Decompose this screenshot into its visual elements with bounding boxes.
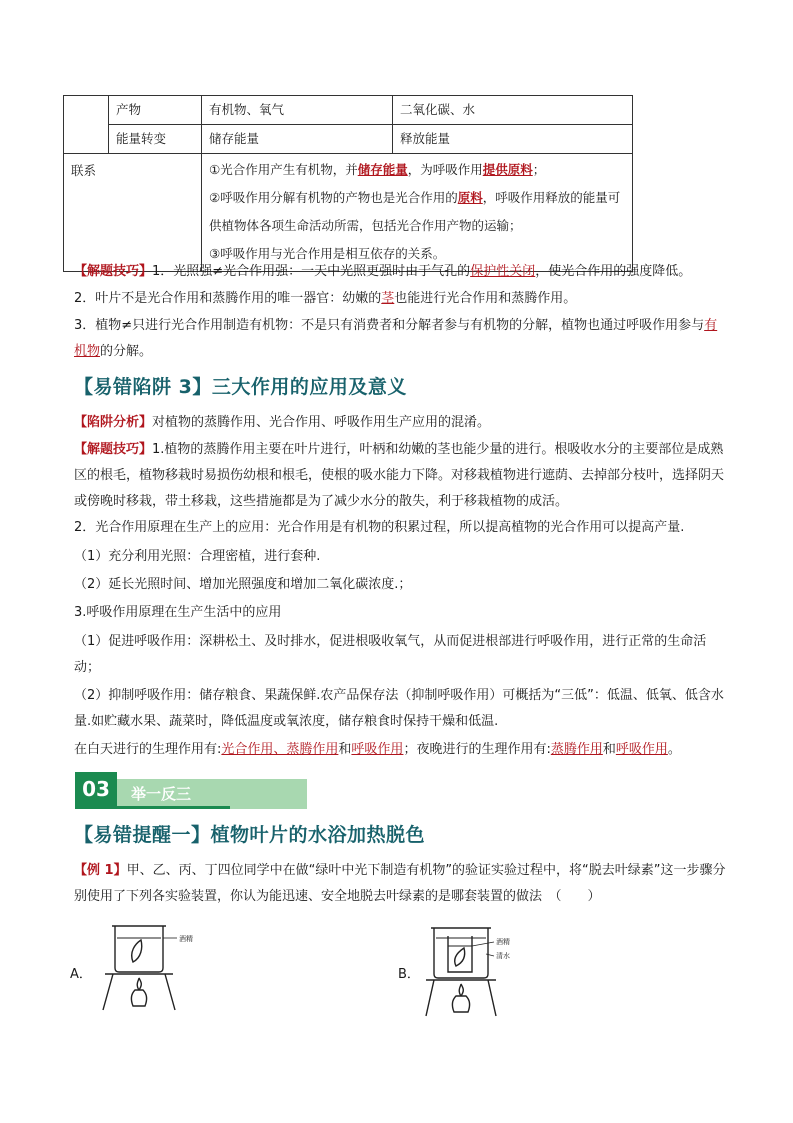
apparatus-a-illustration: [95, 918, 205, 1018]
trap3-p7: （2）抑制呼吸作用：储存粮食、果蔬保鲜.农产品保存法（抑制呼吸作用）可概括为“三低”：低温、低氧、低含水量.如贮藏水果、蔬菜时，降低温度或氧浓度，储存粮食时保持干燥和低温.: [74, 688, 724, 729]
tips1-t1b: 保护性关闭: [470, 264, 536, 279]
example-text: 甲、乙、丙、丁四位同学中在做“绿叶中光下制造有机物”的验证实验过程中，将“脱去叶绿素”这一步骤分别使用了下列各实验装置，你认为能迅速、安全地脱去叶绿素的是哪套装置的做法: [74, 863, 726, 904]
link-line3: ③呼吸作用与光合作用是相互依存的关系。: [209, 246, 446, 261]
trap3-p4: （2）延长光照时间、增加光照强度和增加二氧化碳浓度.；: [74, 577, 412, 592]
apparatus-a-label: 酒精: [179, 935, 193, 943]
trap3-p5: 3.呼吸作用原理在生产生活中的应用: [74, 605, 282, 620]
tips1-line3: [74, 313, 726, 365]
trap3-analysis: [74, 410, 726, 436]
link-line1b: 储存能量: [357, 162, 408, 177]
resp-energy: 释放能量: [393, 125, 633, 154]
tips1-t2c: 也能进行光合作用和蒸腾作用。: [394, 291, 577, 306]
p8a: 在白天进行的生理作用有:: [74, 742, 222, 757]
link-line1e: ；: [532, 162, 546, 177]
trap3-p2: 2．光合作用原理在生产上的应用：光合作用是有机物的积累过程，所以提高植物的光合作用可以提高产量.: [74, 520, 685, 535]
p8c: 和: [338, 742, 352, 757]
analysis-tag: 【陷阱分析】: [74, 415, 153, 430]
answer-paren: （ ）: [555, 889, 601, 904]
apparatus-b-label2: 清水: [496, 952, 510, 960]
tips1-t2b: 茎: [381, 291, 395, 306]
p8i: 。: [667, 742, 681, 757]
trap3-p6: （1）促进呼吸作用：深耕松土、及时排水，促进根吸收氧气，从而促进根部进行呼吸作用，进行正常的生命活动；: [74, 634, 707, 675]
option-a-label: A．: [70, 967, 92, 982]
tips1-t1c: ，使光合作用的强度降低。: [535, 264, 692, 279]
p8b: 光合作用、蒸腾作用: [221, 742, 339, 757]
link-line1a: ①光合作用产生有机物，并: [209, 162, 358, 177]
section-number: 03: [75, 772, 117, 806]
table-blank-cell: [64, 96, 109, 154]
trap3-p8: [74, 737, 726, 763]
trap3-heading: 【易错陷阱 3】三大作用的应用及意义: [74, 376, 407, 398]
tips1-t2a: 2．叶片不是光合作用和蒸腾作用的唯一器官：幼嫩的: [74, 291, 382, 306]
row-label-product: 产物: [109, 96, 202, 125]
section-badge: [75, 772, 230, 810]
section-underline: [75, 806, 230, 809]
link-line2c: ，呼吸作用释放的能量可供植物体各项生命活动所需，包括光合作用产物的运输；: [209, 190, 621, 233]
row-label-energy: 能量转变: [109, 125, 202, 154]
tips1-t3b: 有机物: [74, 318, 718, 359]
row-label-link: 联系: [64, 154, 202, 272]
reminder-heading: 【易错提醒一】植物叶片的水浴加热脱色: [74, 824, 426, 846]
tips1-line1: [74, 259, 726, 285]
link-line1c: ，为呼吸作用: [407, 162, 483, 177]
example-tag: 【例 1】: [74, 863, 127, 878]
tips1-tag: 【解题技巧】: [74, 264, 153, 279]
link-text-cell: [202, 154, 633, 272]
trap3-p1-text: 1.植物的蒸腾作用主要在叶片进行，叶柄和幼嫩的茎也能少量的进行。根吸收水分的主要部位是成熟区的根毛，植物移栽时易损伤幼根和根毛，使根的吸水能力下降。对移栽植物进行遮荫、去掉部分枝叶，选择阴天或傍晚时移栽，带土移栽，这些措施都是为了减少水分的散失，利于移栽植物的成活。: [74, 442, 725, 509]
tips2-tag: 【解题技巧】: [74, 442, 153, 457]
p8f: 蒸腾作用: [550, 742, 603, 757]
trap3-p3: （1）充分利用光照：合理密植，进行套种.: [74, 549, 321, 564]
photo-energy: 储存能量: [202, 125, 393, 154]
tips1-t1a: 1．光照强≠光合作用强：一天中光照更强时由于气孔的: [152, 264, 471, 279]
apparatus-b-illustration: [420, 922, 540, 1022]
trap3-p1: [74, 437, 726, 515]
option-b-label: B．: [398, 967, 420, 982]
analysis-text: 对植物的蒸腾作用、光合作用、呼吸作用生产应用的混淆。: [152, 415, 491, 430]
tips1-line2: [74, 286, 726, 312]
link-line1d: 提供原料: [482, 162, 533, 177]
p8h: 呼吸作用: [615, 742, 668, 757]
example1: [74, 858, 726, 910]
comparison-table: [63, 95, 633, 272]
link-line2a: ②呼吸作用分解有机物的产物也是光合作用的: [209, 190, 458, 205]
p8g: 和: [602, 742, 616, 757]
p8d: 呼吸作用: [351, 742, 404, 757]
link-line2b: 原料: [457, 190, 483, 205]
tips1-t3c: 的分解。: [100, 344, 153, 359]
section-title: 举一反三: [117, 779, 307, 809]
apparatus-b-label1: 酒精: [496, 938, 510, 946]
tips1-t3a: 3．植物≠只进行光合作用制造有机物：不是只有消费者和分解者参与有机物的分解，植物也通过呼吸作用参与: [74, 318, 705, 333]
p8e: ；夜晚进行的生理作用有:: [403, 742, 551, 757]
photo-product: 有机物、氧气: [202, 96, 393, 125]
resp-product: 二氧化碳、水: [393, 96, 633, 125]
